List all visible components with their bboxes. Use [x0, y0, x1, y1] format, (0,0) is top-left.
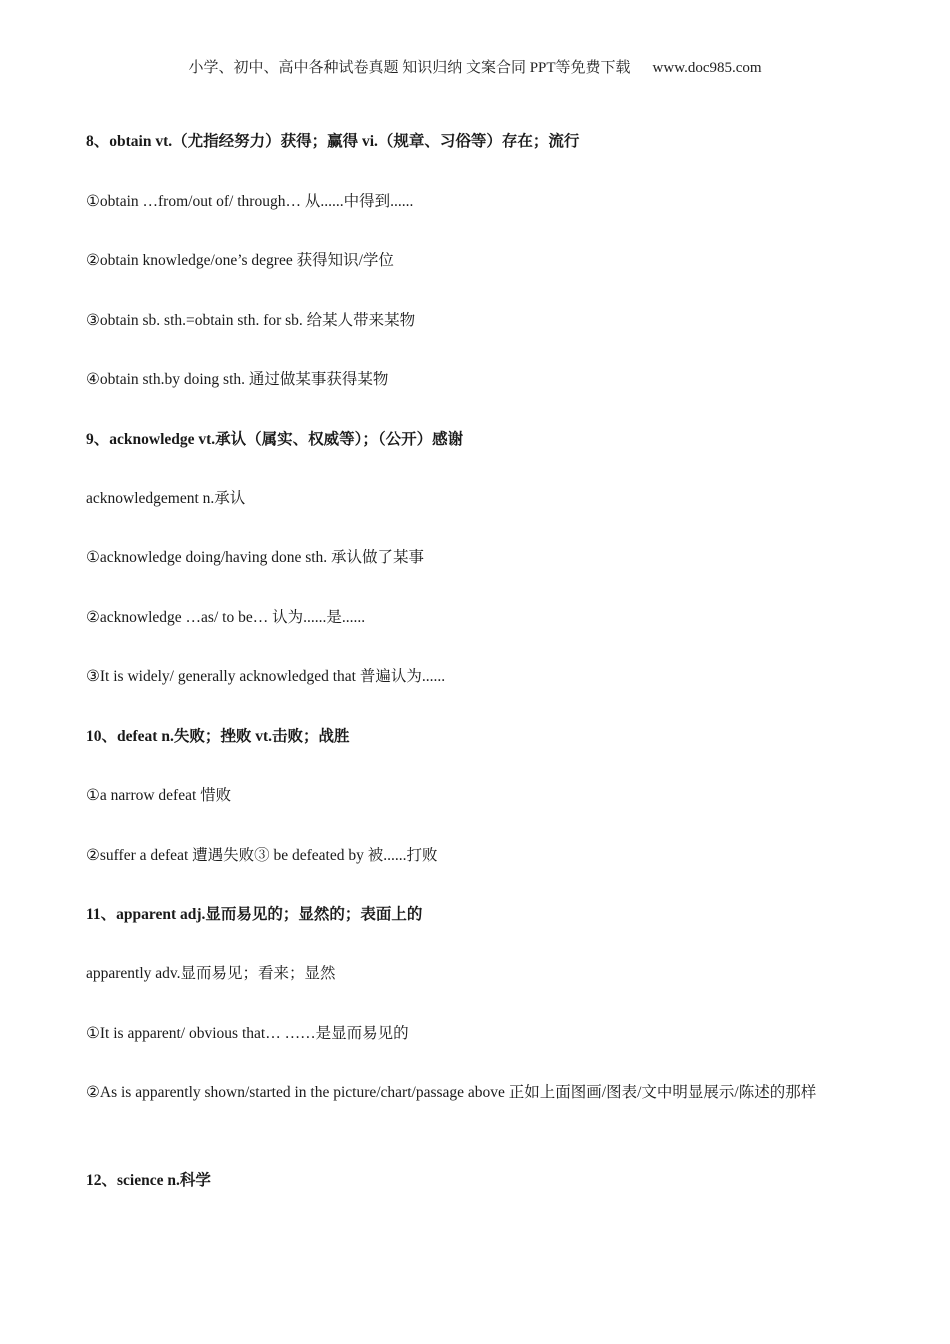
entry-item: ②acknowledge …as/ to be… 认为......是......: [86, 609, 366, 626]
entry-item: ①obtain …from/out of/ through… 从......中得到......: [86, 193, 414, 210]
entry-item: ③obtain sb. sth.=obtain sth. for sb. 给某人带来某物: [86, 312, 416, 329]
entry-derivative: acknowledgement n.承认: [86, 490, 246, 507]
entry-item: ①a narrow defeat 惜败: [86, 787, 232, 804]
entry-heading-apparent: 11、apparent adj.显而易见的；显然的；表面上的: [86, 906, 423, 923]
entry-item: ②suffer a defeat 遭遇失败③ be defeated by 被......打败: [86, 847, 438, 864]
entry-heading-defeat: 10、defeat n.失败；挫败 vt.击败；战胜: [86, 728, 350, 745]
entry-heading-science: 12、science n.科学: [86, 1172, 211, 1189]
entry-heading-acknowledge: 9、acknowledge vt.承认（属实、权威等）；（公开）感谢: [86, 431, 464, 448]
entry-item: ①acknowledge doing/having done sth. 承认做了某事: [86, 549, 425, 566]
entry-item: ①It is apparent/ obvious that… ……是显而易见的: [86, 1025, 409, 1042]
page-header: [0, 56, 950, 77]
entry-item: ④obtain sth.by doing sth. 通过做某事获得某物: [86, 371, 389, 388]
entry-derivative: apparently adv.显而易见；看来；显然: [86, 965, 336, 982]
entry-item: ②obtain knowledge/one’s degree 获得知识/学位: [86, 252, 394, 269]
entry-heading-obtain: 8、obtain vt.（尤指经努力）获得；赢得 vi.（规章、习俗等）存在；流行: [86, 133, 580, 150]
entry-item: ③It is widely/ generally acknowledged that 普遍认为......: [86, 668, 446, 685]
entry-item: ②As is apparently shown/started in the picture/chart/passage above 正如上面图画/图表/文中明显展示/陈述的那样: [86, 1084, 817, 1101]
header-site-link[interactable]: www.doc985.com: [652, 60, 762, 76]
header-text: 小学、初中、高中各种试卷真题 知识归纳 文案合同 PPT等免费下载: [188, 60, 631, 76]
